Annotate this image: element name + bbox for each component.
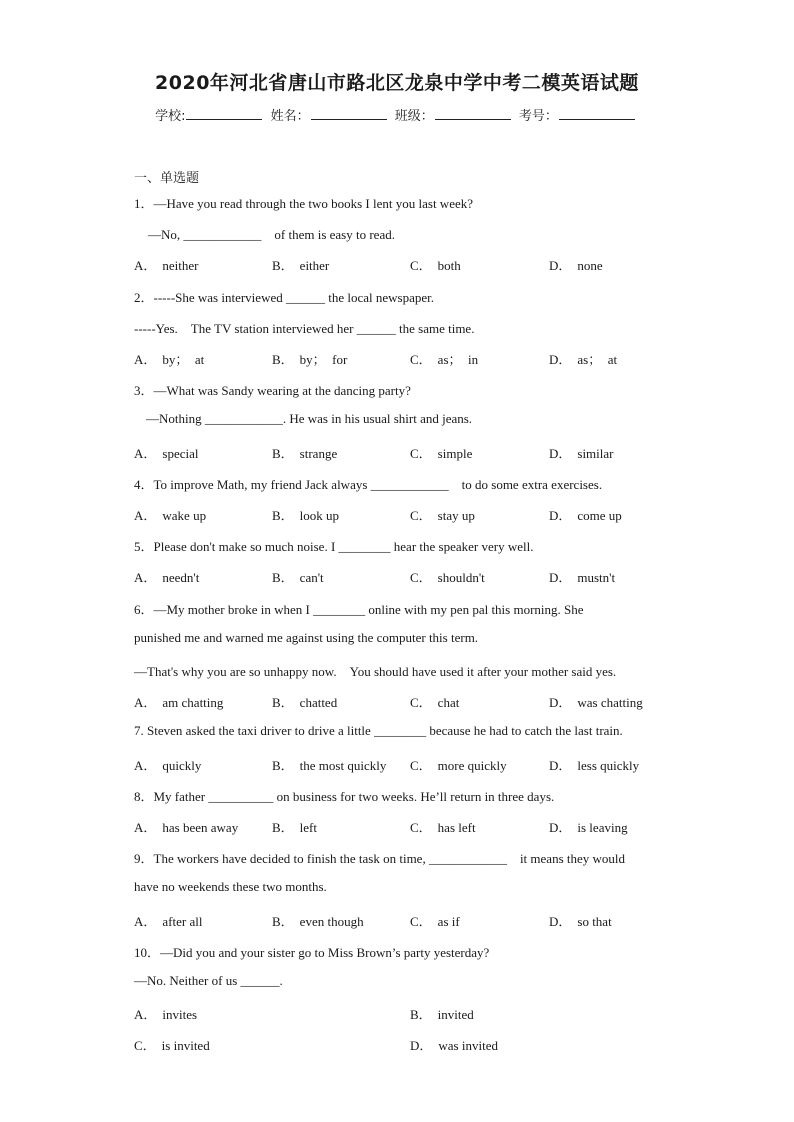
option-letter: B． <box>272 757 294 773</box>
option-letter: D． <box>549 508 572 523</box>
option-letter: C． <box>410 352 432 367</box>
option-text: similar <box>577 445 614 461</box>
option-letter: B． <box>272 570 294 586</box>
exam-number-blank[interactable] <box>559 107 635 120</box>
option-letter: D． <box>549 695 572 711</box>
answer-option[interactable] <box>272 255 329 274</box>
answer-option[interactable] <box>134 692 223 711</box>
option-letter: C． <box>410 757 432 773</box>
class-label: 班级： <box>394 109 434 124</box>
option-text: special <box>162 445 199 461</box>
option-letter: A． <box>134 820 157 835</box>
answer-option[interactable] <box>549 443 614 462</box>
option-text: is leaving <box>577 820 628 835</box>
option-letter: D． <box>549 913 572 929</box>
question-text: —No. Neither of us ______. <box>134 973 283 988</box>
option-letter: B． <box>272 695 294 711</box>
class-blank[interactable] <box>435 107 511 120</box>
answer-option[interactable] <box>272 692 337 711</box>
answer-option[interactable] <box>134 567 199 586</box>
option-text: after all <box>162 913 203 929</box>
option-text: quickly <box>162 757 202 773</box>
option-text: am chatting <box>162 695 224 711</box>
question-text: 9．The workers have decided to finish the task on time, ____________ it means they would <box>134 851 626 867</box>
option-letter: A． <box>134 570 157 586</box>
option-text: invited <box>437 1007 474 1023</box>
question-text: 10．—Did you and your sister go to Miss Brown’s party yesterday? <box>134 944 490 960</box>
question-text: -----Yes. The TV station interviewed her ______ the same time. <box>134 320 475 336</box>
question-text: have no weekends these two months. <box>134 879 327 895</box>
answer-option[interactable] <box>134 817 238 836</box>
option-text: as； in <box>437 352 479 367</box>
option-text: none <box>577 258 603 274</box>
option-letter: D． <box>549 757 572 773</box>
answer-option[interactable] <box>549 911 612 930</box>
option-text: has left <box>437 820 476 835</box>
option-letter: D． <box>410 1038 433 1054</box>
answer-option[interactable] <box>134 443 198 462</box>
option-text: by； at <box>162 352 205 367</box>
option-letter: C． <box>410 445 432 461</box>
option-letter: A． <box>134 695 157 711</box>
answer-option[interactable] <box>410 349 478 368</box>
option-letter: C． <box>410 913 432 929</box>
exam-number-label: 考号： <box>518 109 558 124</box>
option-letter: B． <box>272 258 294 274</box>
answer-option[interactable] <box>410 1004 474 1023</box>
option-text: so that <box>577 913 612 929</box>
question-text: 5．Please don't make so much noise. I ________ hear the speaker very well. <box>134 539 534 555</box>
question-text: —That's why you are so unhappy now. You should have used it after your mother said yes. <box>134 664 617 679</box>
answer-option[interactable] <box>410 443 472 462</box>
answer-option[interactable] <box>410 255 461 274</box>
option-letter: B． <box>272 820 294 835</box>
answer-option[interactable] <box>549 349 617 368</box>
answer-option[interactable] <box>410 567 485 586</box>
option-letter: B． <box>272 913 294 929</box>
option-text: is invited <box>161 1038 210 1054</box>
option-text: look up <box>299 508 340 523</box>
question-text: —No, ____________ of them is easy to read. <box>148 227 395 243</box>
option-text: shouldn't <box>437 570 485 586</box>
option-letter: D． <box>549 258 572 274</box>
option-text: even though <box>299 913 364 929</box>
option-letter: C． <box>410 508 432 523</box>
question-text: 7. Steven asked the taxi driver to drive a little ________ because he had to catch the last train. <box>134 723 623 739</box>
option-text: chat <box>437 695 460 711</box>
option-letter: C． <box>410 258 432 274</box>
option-text: as； at <box>577 352 618 367</box>
answer-option[interactable] <box>549 567 615 586</box>
option-text: invites <box>162 1007 198 1023</box>
question-text: 3．—What was Sandy wearing at the dancing party? <box>134 383 411 399</box>
answer-option[interactable] <box>272 505 339 524</box>
option-letter: A． <box>134 757 157 773</box>
question-text: 4．To improve Math, my friend Jack always ____________ to do some extra exercises. <box>134 476 603 492</box>
answer-option[interactable] <box>549 255 603 274</box>
option-text: neither <box>162 258 199 274</box>
option-letter: A． <box>134 913 157 929</box>
name-blank[interactable] <box>311 107 387 120</box>
answer-option[interactable] <box>410 911 460 930</box>
option-text: chatted <box>299 695 338 711</box>
option-text: by； for <box>299 352 348 367</box>
option-letter: D． <box>549 352 572 367</box>
option-text: needn't <box>162 570 200 586</box>
question-text: —Nothing ____________. He was in his usual shirt and jeans. <box>146 411 473 427</box>
answer-option[interactable] <box>272 443 337 462</box>
option-text: left <box>299 820 317 835</box>
answer-option[interactable] <box>410 1035 498 1054</box>
school-label: 学校: <box>155 109 186 124</box>
option-text: has been away <box>162 820 239 835</box>
option-text: simple <box>437 445 473 461</box>
answer-option[interactable] <box>272 817 317 836</box>
school-blank[interactable] <box>186 107 262 120</box>
option-letter: C． <box>410 695 432 711</box>
answer-option[interactable] <box>549 692 643 711</box>
option-letter: C． <box>410 820 432 835</box>
option-letter: A． <box>134 508 157 523</box>
answer-option[interactable] <box>134 755 201 774</box>
option-letter: D． <box>549 445 572 461</box>
option-text: come up <box>577 508 622 523</box>
option-text: both <box>437 258 461 274</box>
option-text: more quickly <box>437 757 507 773</box>
answer-option[interactable] <box>272 755 386 774</box>
option-letter: D． <box>549 820 572 835</box>
question-text: 2．-----She was interviewed ______ the local newspaper. <box>134 289 434 305</box>
option-letter: B． <box>272 445 294 461</box>
option-text: mustn't <box>577 570 616 586</box>
answer-option[interactable] <box>272 567 324 586</box>
option-text: stay up <box>437 508 475 523</box>
student-info-line <box>0 105 794 124</box>
option-letter: B． <box>272 352 294 367</box>
answer-option[interactable] <box>134 349 204 368</box>
name-label: 姓名： <box>270 109 310 124</box>
option-letter: B． <box>272 508 294 523</box>
answer-option[interactable] <box>410 505 475 524</box>
answer-option[interactable] <box>410 692 459 711</box>
option-letter: A． <box>134 352 157 367</box>
answer-option[interactable] <box>272 349 347 368</box>
option-text: can't <box>299 570 324 586</box>
option-text: the most quickly <box>299 757 387 773</box>
question-text: 6．—My mother broke in when I ________ online with my pen pal this morning. She <box>134 601 584 617</box>
option-text: was invited <box>438 1038 498 1054</box>
answer-option[interactable] <box>134 255 198 274</box>
answer-option[interactable] <box>549 755 639 774</box>
option-letter: D． <box>549 570 572 586</box>
exam-title: 2020年河北省唐山市路北区龙泉中学中考二模英语试题 <box>155 72 639 94</box>
answer-option[interactable] <box>134 1035 210 1054</box>
question-text: 8．My father __________ on business for two weeks. He’ll return in three days. <box>134 788 555 804</box>
option-letter: A． <box>134 258 157 274</box>
option-text: strange <box>299 445 338 461</box>
option-text: less quickly <box>577 757 640 773</box>
question-text: 1．—Have you read through the two books I lent you last week? <box>134 196 474 211</box>
option-text: wake up <box>162 508 207 523</box>
option-letter: C． <box>134 1038 156 1054</box>
section-title: 一、单选题 <box>134 171 200 186</box>
option-letter: C． <box>410 570 432 586</box>
option-text: as if <box>437 913 460 929</box>
option-text: was chatting <box>577 695 643 711</box>
option-text: either <box>299 258 330 274</box>
answer-option[interactable] <box>134 505 206 524</box>
option-letter: A． <box>134 445 157 461</box>
answer-option[interactable] <box>272 911 364 930</box>
answer-option[interactable] <box>410 755 507 774</box>
option-letter: B． <box>410 1007 432 1023</box>
answer-option[interactable] <box>549 817 628 836</box>
answer-option[interactable] <box>549 505 622 524</box>
answer-option[interactable] <box>410 817 476 836</box>
answer-option[interactable] <box>134 1004 197 1023</box>
question-text: punished me and warned me against using the computer this term. <box>134 629 479 645</box>
answer-option[interactable] <box>134 911 202 930</box>
option-letter: A． <box>134 1007 157 1023</box>
